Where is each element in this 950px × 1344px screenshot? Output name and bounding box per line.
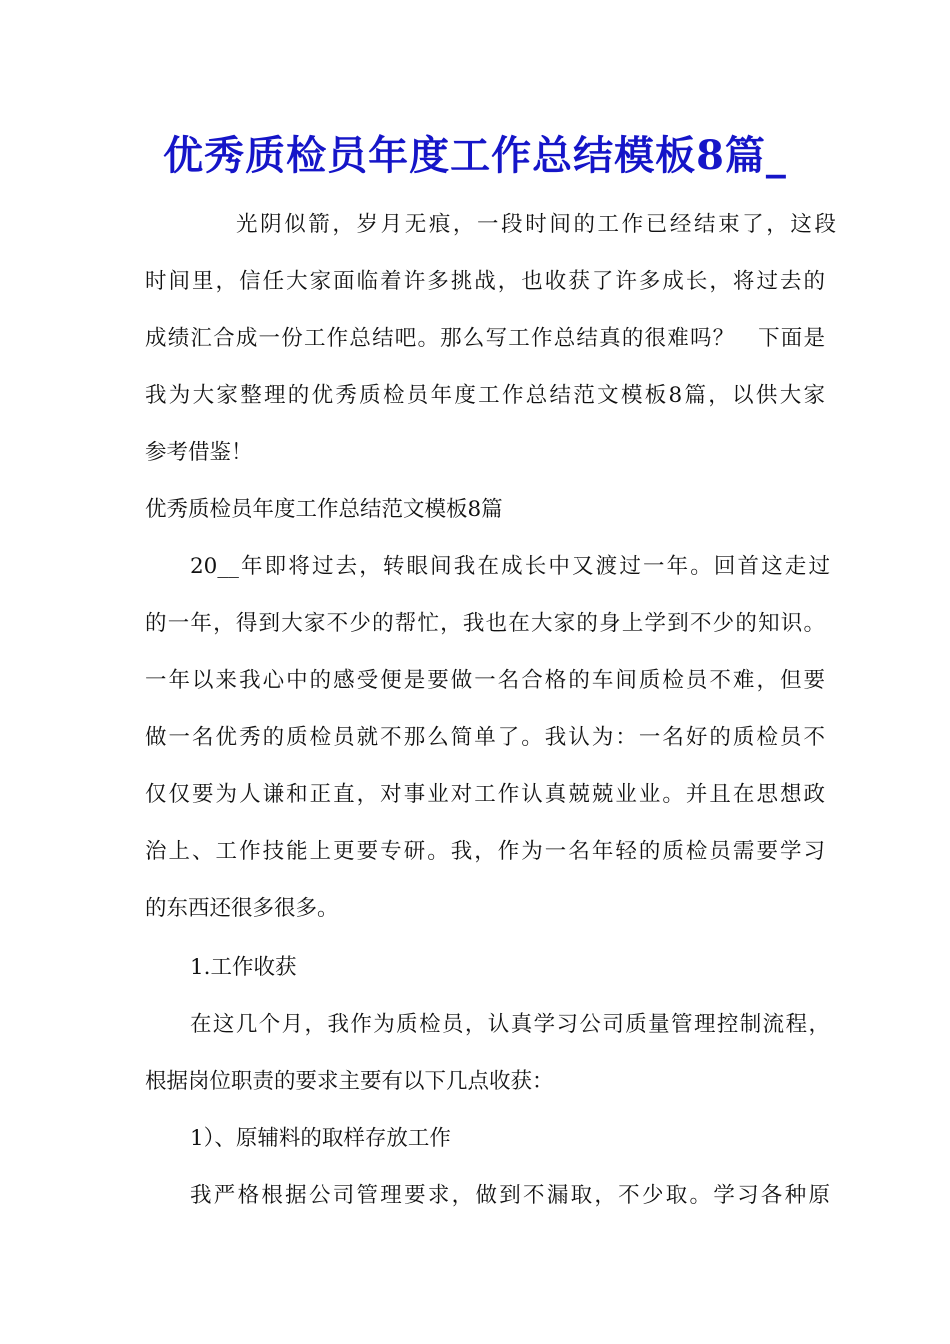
paragraph-line: 一年以来我心中的感受便是要做一名合格的车间质检员不难，但要: [145, 668, 825, 693]
paragraph-line: 我为大家整理的优秀质检员年度工作总结范文模板8篇，以供大家: [145, 383, 825, 408]
paragraph-line: 根据岗位职责的要求主要有以下几点收获：: [145, 1069, 554, 1094]
paragraph-line: 治上、工作技能上更要专研。我，作为一名年轻的质检员需要学习: [145, 839, 825, 864]
subsection-heading: 1.工作收获: [190, 955, 297, 980]
paragraph-line: 成绩汇合成一份工作总结吧。那么写工作总结真的很难吗？ 下面是: [145, 326, 825, 351]
paragraph-line: 时间里，信任大家面临着许多挑战，也收获了许多成长，将过去的: [145, 269, 825, 294]
list-item-heading: 1）、原辅料的取样存放工作: [190, 1126, 451, 1151]
paragraph-line: 参考借鉴！: [145, 440, 253, 465]
paragraph-line: 做一名优秀的质检员就不那么简单了。我认为：一名好的质检员不: [145, 725, 825, 750]
paragraph-line: 的东西还很多很多。: [145, 896, 339, 921]
paragraph-line: 在这几个月，我作为质检员，认真学习公司质量管理控制流程，: [190, 1012, 830, 1037]
paragraph-line: 我严格根据公司管理要求，做到不漏取，不少取。学习各种原: [190, 1183, 830, 1208]
document-title: 优秀质检员年度工作总结模板8篇_: [163, 132, 787, 179]
paragraph-line: 的一年，得到大家不少的帮忙，我也在大家的身上学到不少的知识。: [145, 611, 825, 636]
section-heading: 优秀质检员年度工作总结范文模板8篇: [145, 497, 503, 522]
paragraph-line: 光阴似箭，岁月无痕，一段时间的工作已经结束了，这段: [236, 212, 836, 237]
paragraph-line: 20__年即将过去，转眼间我在成长中又渡过一年。回首这走过: [190, 554, 830, 579]
paragraph-line: 仅仅要为人谦和正直，对事业对工作认真兢兢业业。并且在思想政: [145, 782, 825, 807]
